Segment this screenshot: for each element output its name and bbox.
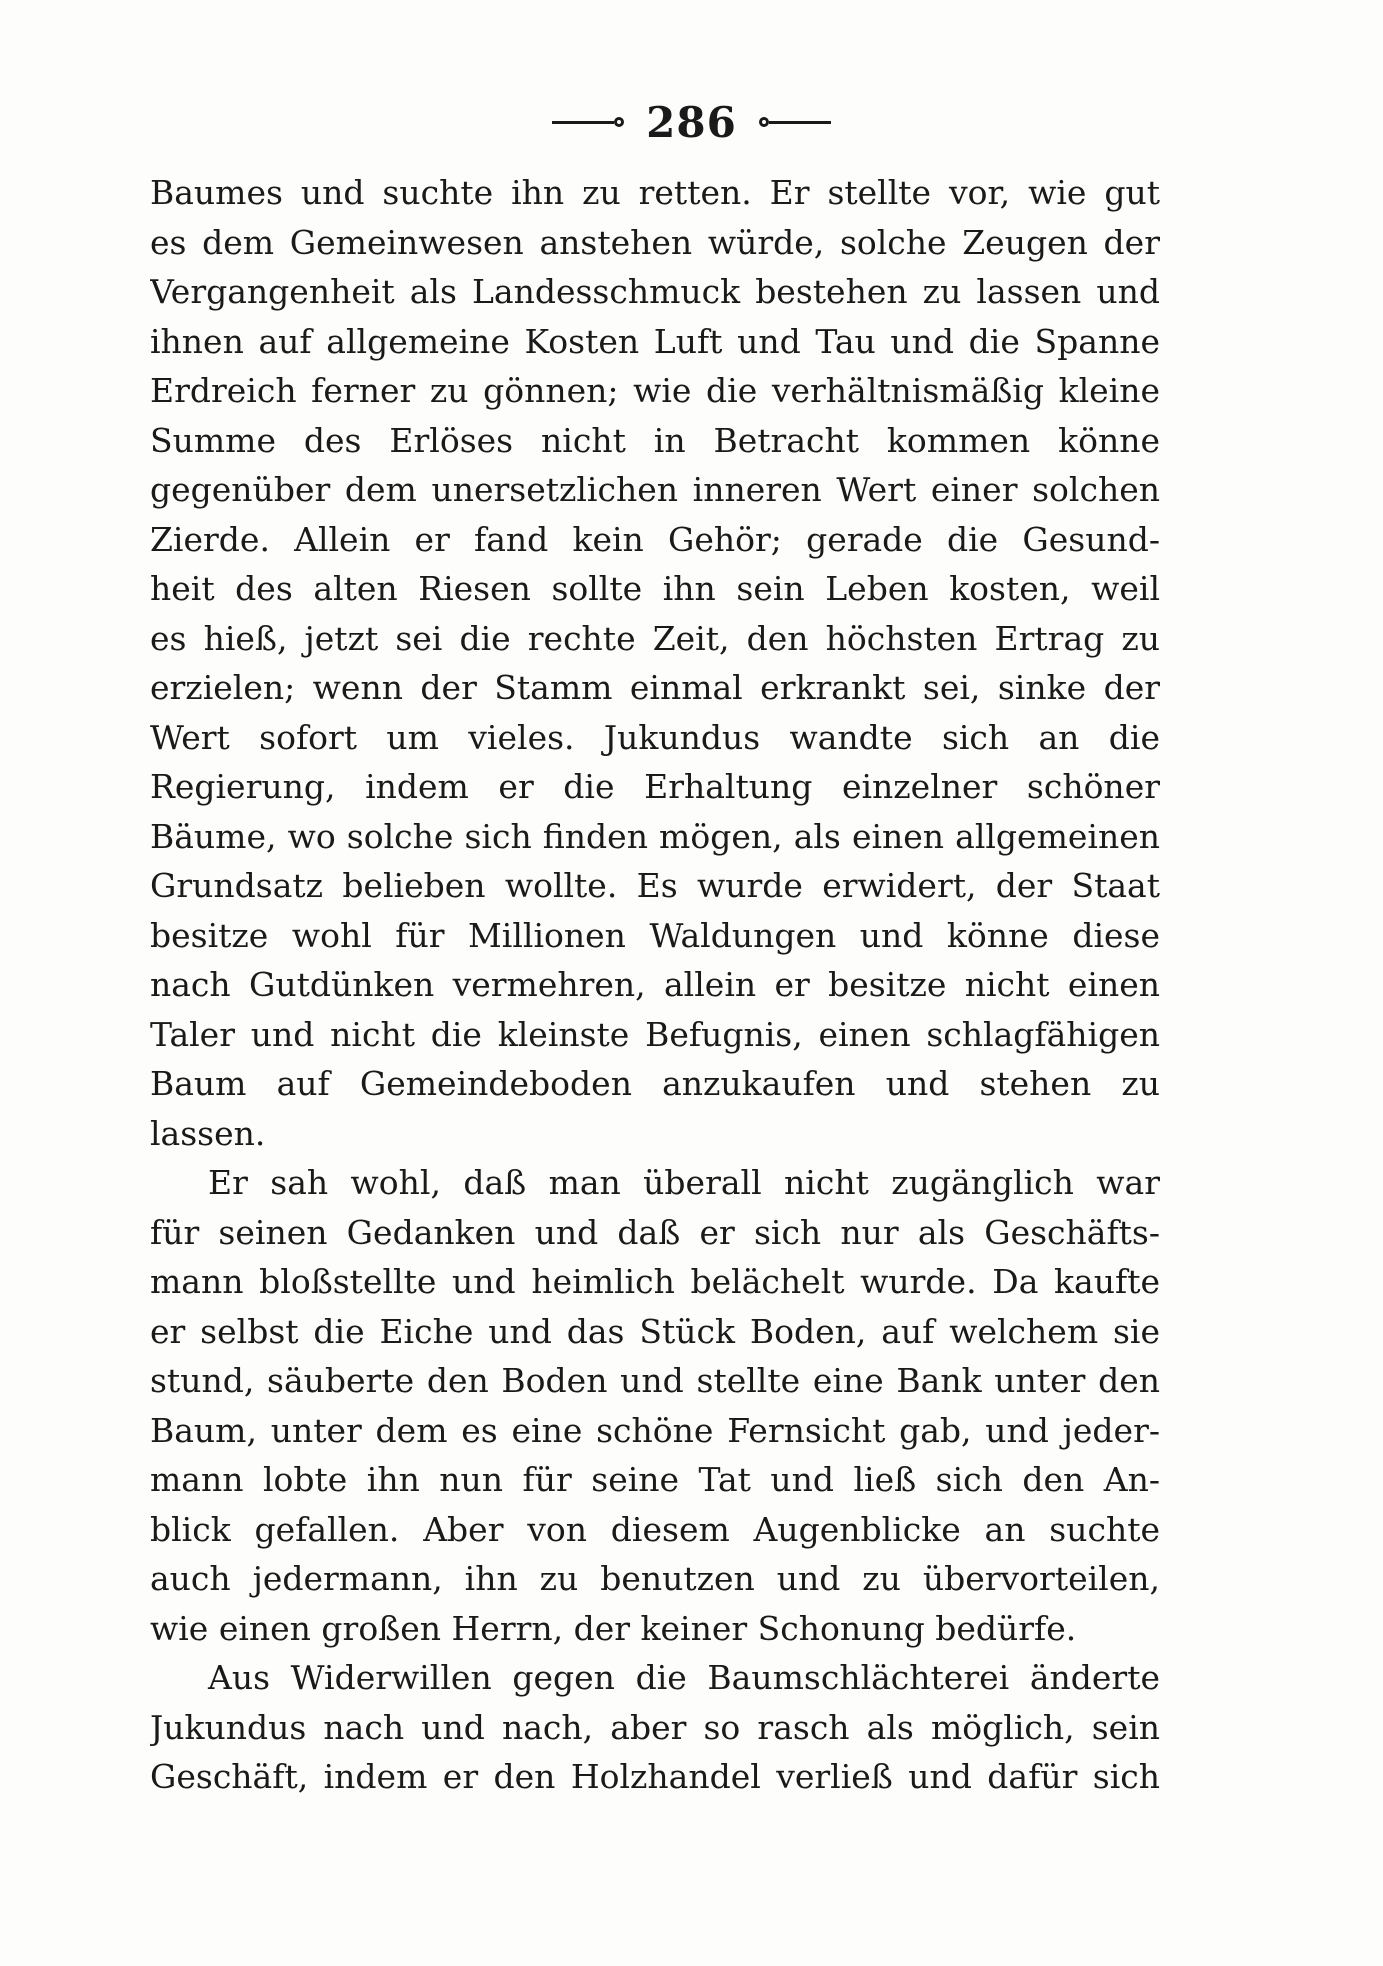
text-line: Baumes und suchte ihn zu retten. Er stellte vor, wie gut — [150, 173, 1160, 212]
text-line: er selbst die Eiche und das Stück Boden, auf welchem sie — [150, 1311, 1160, 1351]
text-line: Taler und nicht die kleinste Befugnis, einen schlagfähigen — [150, 1014, 1160, 1054]
page-number: 286 — [646, 97, 737, 147]
text-line: mann lobte ihn nun für seine Tat und ließ sich den An- — [150, 1460, 1160, 1499]
text-line: Baum, unter dem es eine schöne Fernsicht gab, und jeder- — [150, 1410, 1160, 1450]
text-line: Regierung, indem er die Erhaltung einzelner schöner — [150, 767, 1160, 806]
text-line: erzielen; wenn der Stamm einmal erkrankt sei, sinke der — [150, 668, 1160, 707]
text-line: Grundsatz belieben wollte. Es wurde erwidert, der Staat — [150, 866, 1160, 905]
text-line: Summe des Erlöses nicht in Betracht kommen könne — [150, 420, 1160, 460]
right-ornament-rule — [759, 117, 831, 127]
text-line: Baum auf Gemeindeboden anzukaufen und stehen zu — [150, 1064, 1160, 1103]
body-text — [150, 168, 1160, 1802]
ornament-line — [769, 121, 831, 124]
text-line: Vergangenheit als Landesschmuck bestehen zu lassen und — [150, 272, 1160, 311]
text-line: nach Gutdünken vermehren, allein er besitze nicht einen — [150, 965, 1160, 1004]
text-line: Jukundus nach und nach, aber so rasch als möglich, sein — [150, 1707, 1160, 1747]
text-line: Zierde. Allein er fand kein Gehör; gerade die Gesund- — [150, 519, 1160, 559]
text-line: mann bloßstellte und heimlich belächelt wurde. Da kaufte — [150, 1262, 1160, 1301]
paragraph-end-line: lassen. — [150, 1113, 266, 1153]
text-line: auch jedermann, ihn zu benutzen und zu übervorteilen, — [150, 1559, 1160, 1598]
paragraph-start-line: Er sah wohl, daß man überall nicht zugänglich war — [208, 1163, 1160, 1202]
text-line: Erdreich ferner zu gönnen; wie die verhältnismäßig kleine — [150, 371, 1160, 410]
left-ornament-rule — [552, 117, 624, 127]
text-line: Geschäft, indem er den Holzhandel verließ und dafür sich — [150, 1757, 1160, 1796]
ornament-line — [552, 121, 614, 124]
text-line: blick gefallen. Aber von diesem Augenblicke an suchte — [150, 1509, 1160, 1549]
text-line: Bäume, wo solche sich finden mögen, als einen allgemeinen — [150, 816, 1160, 856]
text-line: besitze wohl für Millionen Waldungen und könne diese — [150, 915, 1160, 955]
text-line: gegenüber dem unersetzlichen inneren Wert einer solchen — [150, 470, 1160, 509]
paragraph-start-line: Aus Widerwillen gegen die Baumschlächterei änderte — [208, 1658, 1160, 1697]
text-line: heit des alten Riesen sollte ihn sein Leben kosten, weil — [150, 569, 1160, 608]
text-line: ihnen auf allgemeine Kosten Luft und Tau und die Spanne — [150, 321, 1160, 361]
text-line: Wert sofort um vieles. Jukundus wandte sich an die — [150, 717, 1160, 757]
page-header — [0, 92, 1383, 152]
ornament-circle-icon — [614, 117, 624, 127]
ornament-circle-icon — [759, 117, 769, 127]
text-line: für seinen Gedanken und daß er sich nur als Geschäfts- — [150, 1212, 1160, 1252]
text-line: stund, säuberte den Boden und stellte eine Bank unter den — [150, 1361, 1160, 1400]
text-line: es hieß, jetzt sei die rechte Zeit, den höchsten Ertrag zu — [150, 618, 1160, 658]
text-line: es dem Gemeinwesen anstehen würde, solche Zeugen der — [150, 222, 1160, 262]
paragraph-end-line: wie einen großen Herrn, der keiner Schonung bedürfe. — [150, 1608, 1077, 1648]
